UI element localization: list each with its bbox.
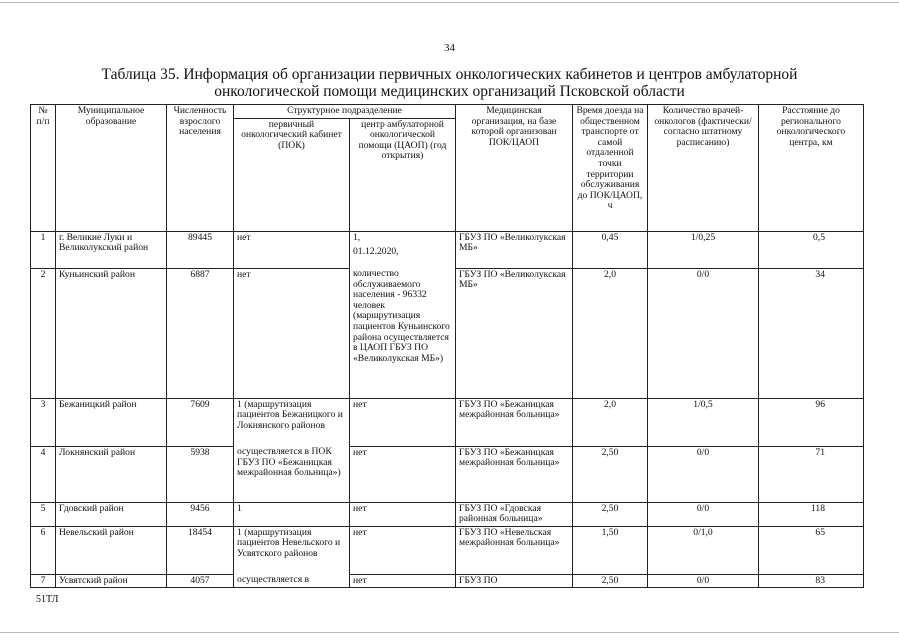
row-population: 89445	[167, 231, 234, 268]
row-distance: 71	[759, 446, 864, 502]
row-municipality: Гдовский район	[56, 502, 167, 526]
page-number: 34	[444, 42, 455, 54]
table-title-line-1: Таблица 35. Информация об организации первичных онкологических кабинетов и центров амбулаторной	[101, 66, 798, 83]
row-caop: нет	[350, 502, 456, 526]
row-doctors: 0/0	[648, 446, 759, 502]
header-travel-time: Время доезда на общественном транспорте от самой отдаленной точки территории обслуживания до ПОК/ЦАОП, ч	[573, 105, 648, 232]
row-population: 4057	[167, 574, 234, 588]
row-organization: ГБУЗ ПО	[456, 574, 573, 588]
table-row	[31, 574, 864, 588]
row-doctors: 0/0	[648, 574, 759, 588]
row-pok: 1	[234, 502, 350, 526]
row-municipality: Усвятский район	[56, 574, 167, 588]
table-row	[31, 502, 864, 526]
row-num: 4	[31, 446, 56, 502]
row-municipality: Бежаницкий район	[56, 398, 167, 446]
row-pok: нет	[234, 231, 350, 268]
header-municipality: Муниципальное образование	[56, 105, 167, 232]
row-organization: ГБУЗ ПО «Великолукская МБ»	[456, 268, 573, 398]
row-pok: 1 (маршрутизация пациентов Невельского и Усвятского районов	[234, 526, 350, 574]
row-municipality: Локнянский район	[56, 446, 167, 502]
table-title-line-2: онкологической помощи медицинских организаций Псковской области	[214, 83, 685, 100]
header-pok: первичный онкологический кабинет (ПОК)	[234, 118, 350, 231]
row-num: 1	[31, 231, 56, 268]
row-travel-time: 1,50	[573, 526, 648, 574]
row-doctors: 1/0,25	[648, 231, 759, 268]
table-row	[31, 446, 864, 502]
row-pok: 1 (маршрутизация пациентов Бежаницкого и Локнянского районов	[234, 398, 350, 446]
table-row	[31, 231, 864, 268]
document-code: 51ТЛ	[36, 594, 59, 605]
oncology-table	[30, 104, 864, 588]
row-doctors: 0/0	[648, 502, 759, 526]
row-travel-time: 0,45	[573, 231, 648, 268]
row-caop: нет	[350, 446, 456, 502]
row-travel-time: 2,50	[573, 446, 648, 502]
row-municipality: Куньинский район	[56, 268, 167, 398]
row-doctors: 1/0,5	[648, 398, 759, 446]
caop-date: 01.12.2020,	[353, 246, 399, 258]
row-distance: 34	[759, 268, 864, 398]
row-distance: 96	[759, 398, 864, 446]
scan-edge-top	[0, 2, 899, 3]
row-travel-time: 2,0	[573, 268, 648, 398]
row-num: 6	[31, 526, 56, 574]
header-caop: центр амбулаторной онкологической помощи (ЦАОП) (год открытия)	[350, 118, 456, 231]
row-municipality: г. Великие Луки и Великолукский район	[56, 231, 167, 268]
row-distance: 65	[759, 526, 864, 574]
row-distance: 83	[759, 574, 864, 588]
row-caop	[350, 231, 456, 268]
row-caop: нет	[350, 526, 456, 574]
row-population: 6887	[167, 268, 234, 398]
row-pok: нет	[234, 268, 350, 398]
table-title	[60, 66, 839, 100]
row-travel-time: 2,50	[573, 574, 648, 588]
row-population: 7609	[167, 398, 234, 446]
row-pok: осуществляется в	[234, 574, 350, 588]
row-organization: ГБУЗ ПО «Бежаницкая межрайонная больница»	[456, 398, 573, 446]
row-pok: осуществляется в ПОК ГБУЗ ПО «Бежаницкая межрайонная больница»)	[234, 446, 350, 502]
row-num: 5	[31, 502, 56, 526]
row-population: 18454	[167, 526, 234, 574]
row-distance: 0,5	[759, 231, 864, 268]
table-row	[31, 526, 864, 574]
row-organization: ГБУЗ ПО «Великолукская МБ»	[456, 231, 573, 268]
header-population: Численность взрослого населения	[167, 105, 234, 232]
header-organization: Медицинская организация, на базе которой организован ПОК/ЦАОП	[456, 105, 573, 232]
header-doctors: Количество врачей-онкологов (фактически/согласно штатному расписанию)	[648, 105, 759, 232]
row-municipality: Невельский район	[56, 526, 167, 574]
row-caop: количество обслуживаемого населения - 96332 человек (маршрутизация пациентов Куньинского района осуществляется в ЦАОП ГБУЗ ПО «Великолукская МБ»)	[350, 268, 456, 398]
scan-edge-bottom	[0, 632, 899, 633]
row-organization: ГБУЗ ПО «Невельская межрайонная больница»	[456, 526, 573, 574]
row-travel-time: 2,0	[573, 398, 648, 446]
row-population: 5938	[167, 446, 234, 502]
row-num: 3	[31, 398, 56, 446]
row-caop: нет	[350, 574, 456, 588]
row-distance: 118	[759, 502, 864, 526]
row-caop: нет	[350, 398, 456, 446]
header-distance: Расстояние до регионального онкологического центра, км	[759, 105, 864, 232]
row-doctors: 0/0	[648, 268, 759, 398]
caop-number: 1,	[353, 231, 361, 243]
row-num: 7	[31, 574, 56, 588]
header-structural-unit: Структурное подразделение	[234, 105, 456, 119]
row-organization: ГБУЗ ПО «Бежаницкая межрайонная больница»	[456, 446, 573, 502]
row-population: 9456	[167, 502, 234, 526]
row-num: 2	[31, 268, 56, 398]
row-organization: ГБУЗ ПО «Гдовская районная больница»	[456, 502, 573, 526]
header-num: № п/п	[31, 105, 56, 232]
table-row	[31, 398, 864, 446]
row-doctors: 0/1,0	[648, 526, 759, 574]
table-row	[31, 268, 864, 398]
row-travel-time: 2,50	[573, 502, 648, 526]
